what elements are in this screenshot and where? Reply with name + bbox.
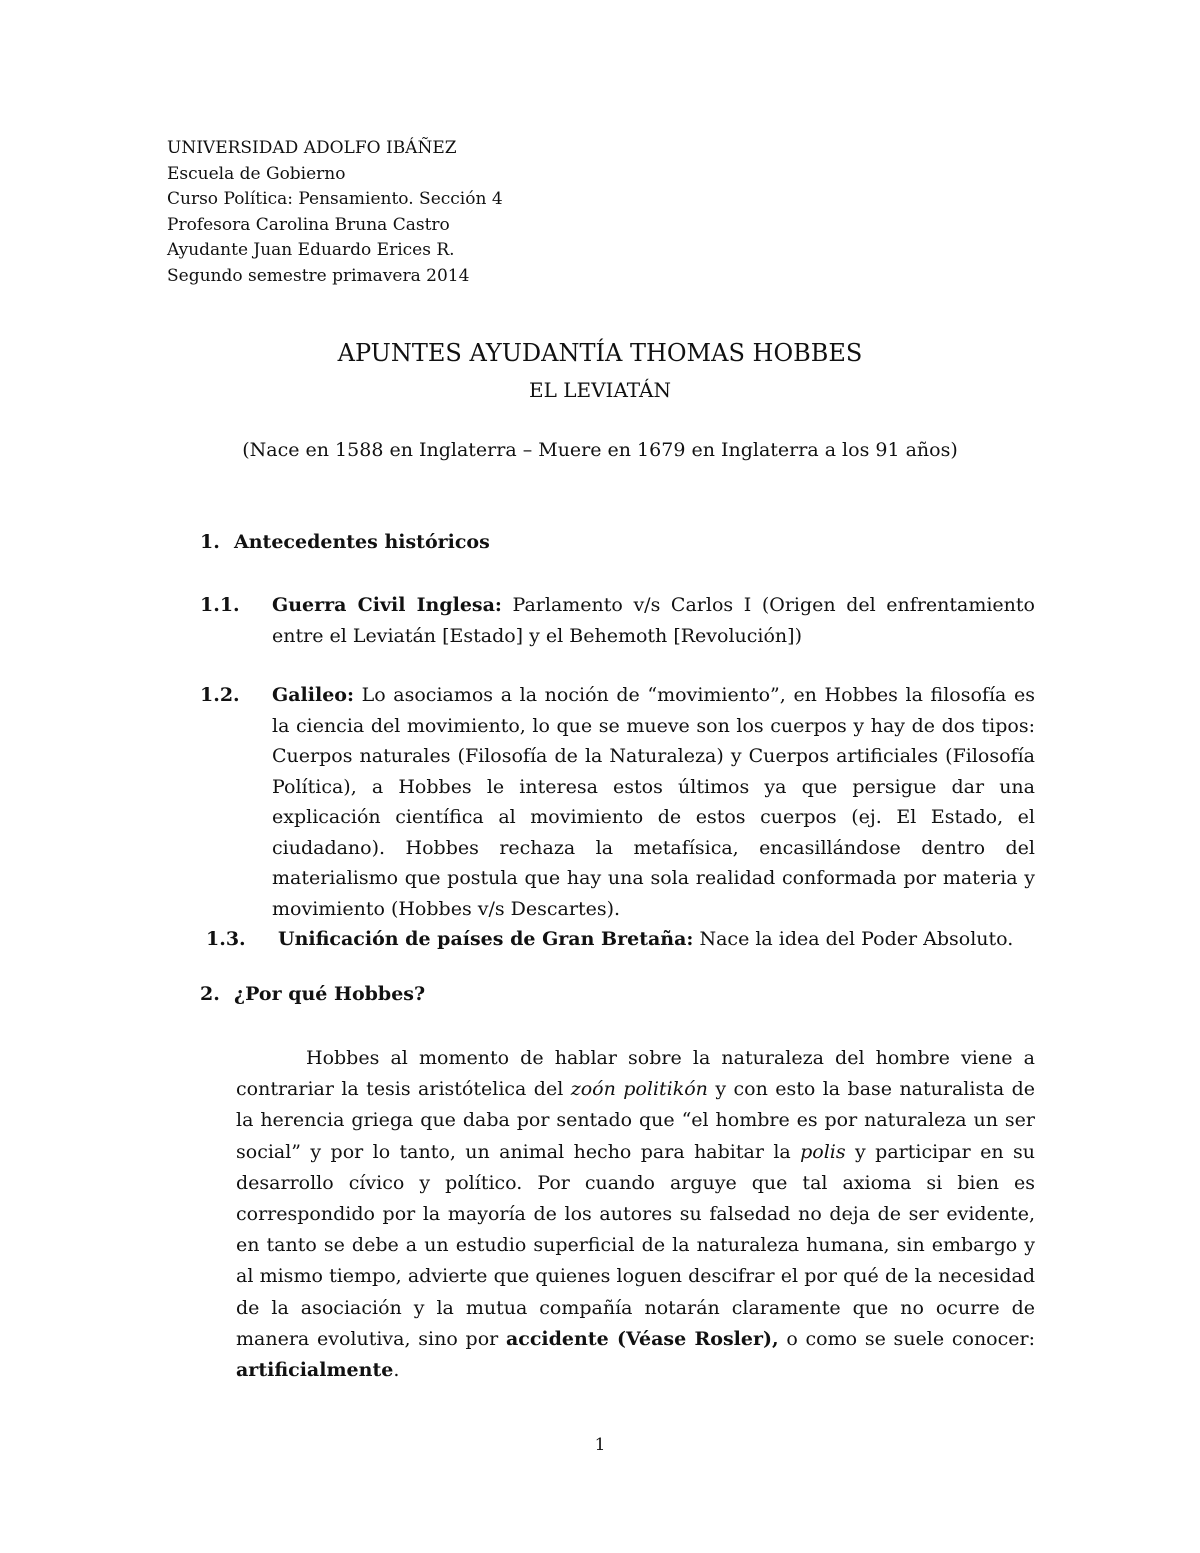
document-header bbox=[167, 136, 503, 289]
paragraph-text: y participar en su desarrollo cívico y político. Por cuando arguye que tal axioma si bien es correspondido por la mayoría de los autores su falsedad no deja de ser evidente, en tanto se debe a un estudio superficial de la naturaleza humana, sin embargo y al mismo tiempo, advierte que quienes loguen descifrar el por qué de la necesidad de la asociación y la mutua compañía notarán claramente que no ocurre de manera evolutiva, sino por bbox=[236, 1140, 1036, 1350]
document-title: APUNTES AYUDANTÍA THOMAS HOBBES bbox=[337, 339, 863, 367]
section-1-heading bbox=[200, 531, 490, 553]
item-text: Parlamento v/s Carlos I (Origen del enfrentamiento entre el Leviatán [Estado] y el Behemoth [Revolución]) bbox=[272, 594, 1035, 647]
section-number: 2. bbox=[200, 983, 220, 1005]
paragraph-text: Hobbes al momento de hablar sobre la naturaleza del hombre viene a contrariar la tesis aristótelica del bbox=[236, 1047, 1035, 1101]
paragraph-text: o como se suele conocer: bbox=[778, 1327, 1035, 1350]
item-label: Guerra Civil Inglesa: bbox=[272, 594, 502, 616]
page-number: 1 bbox=[594, 1435, 606, 1455]
school-name: Escuela de Gobierno bbox=[167, 163, 346, 184]
item-number: 1.3. bbox=[206, 928, 246, 950]
paragraph-text: y con esto la base naturalista de la herencia griega que daba por sentado que “el hombre es por naturaleza un ser social” y por lo tanto, un animal hecho para habitar la bbox=[236, 1078, 1035, 1163]
assistant-name: Ayudante Juan Eduardo Erices R. bbox=[167, 240, 455, 260]
bold-term: accidente (Véase Rosler), bbox=[505, 1327, 779, 1350]
paragraph-text: . bbox=[393, 1359, 400, 1382]
item-text: Lo asociamos a la noción de “movimiento”, en Hobbes la filosofía es la ciencia del movimiento, lo que se mueve son los cuerpos y hay de dos tipos: Cuerpos naturales (Filosofía de la Naturaleza) y Cuerpos artificiales (Filosofía Política), a Hobbes le interesa estos últimos ya que persigue dar una explicación científica al movimiento de estos cuerpos (ej. El Estado, el ciudadano). Hobbes rechaza la metafísica, encasillándose dentro del materialismo que postula que hay una sola realidad conformada por materia y movimiento (Hobbes v/s Descartes). bbox=[272, 684, 1035, 920]
bold-term: artificialmente bbox=[236, 1359, 394, 1382]
course-name: Curso Política: Pensamiento. Sección 4 bbox=[167, 189, 503, 209]
document-subtitle: EL LEVIATÁN bbox=[528, 378, 671, 402]
item-number: 1.2. bbox=[200, 684, 240, 706]
body-paragraph bbox=[236, 1043, 1035, 1386]
item-label: Unificación de países de Gran Bretaña: bbox=[278, 928, 694, 950]
item-label: Galileo: bbox=[272, 684, 354, 706]
section-2-heading bbox=[200, 983, 425, 1005]
section-title: Antecedentes históricos bbox=[234, 531, 490, 553]
semester-info: Segundo semestre primavera 2014 bbox=[167, 265, 470, 286]
italic-term: polis bbox=[800, 1140, 846, 1163]
italic-term: zoón politikón bbox=[570, 1078, 708, 1101]
list-item bbox=[206, 924, 1041, 955]
list-item bbox=[200, 680, 1035, 924]
professor-name: Profesora Carolina Bruna Castro bbox=[167, 214, 450, 235]
author-dates: (Nace en 1588 en Inglaterra – Muere en 1679 en Inglaterra a los 91 años) bbox=[242, 439, 958, 461]
section-title: ¿Por qué Hobbes? bbox=[234, 983, 426, 1005]
item-text: Nace la idea del Poder Absoluto. bbox=[693, 928, 1014, 950]
item-number: 1.1. bbox=[200, 594, 240, 616]
list-item bbox=[200, 590, 1035, 651]
section-number: 1. bbox=[200, 531, 220, 553]
university-name: UNIVERSIDAD ADOLFO IBÁÑEZ bbox=[167, 138, 457, 158]
